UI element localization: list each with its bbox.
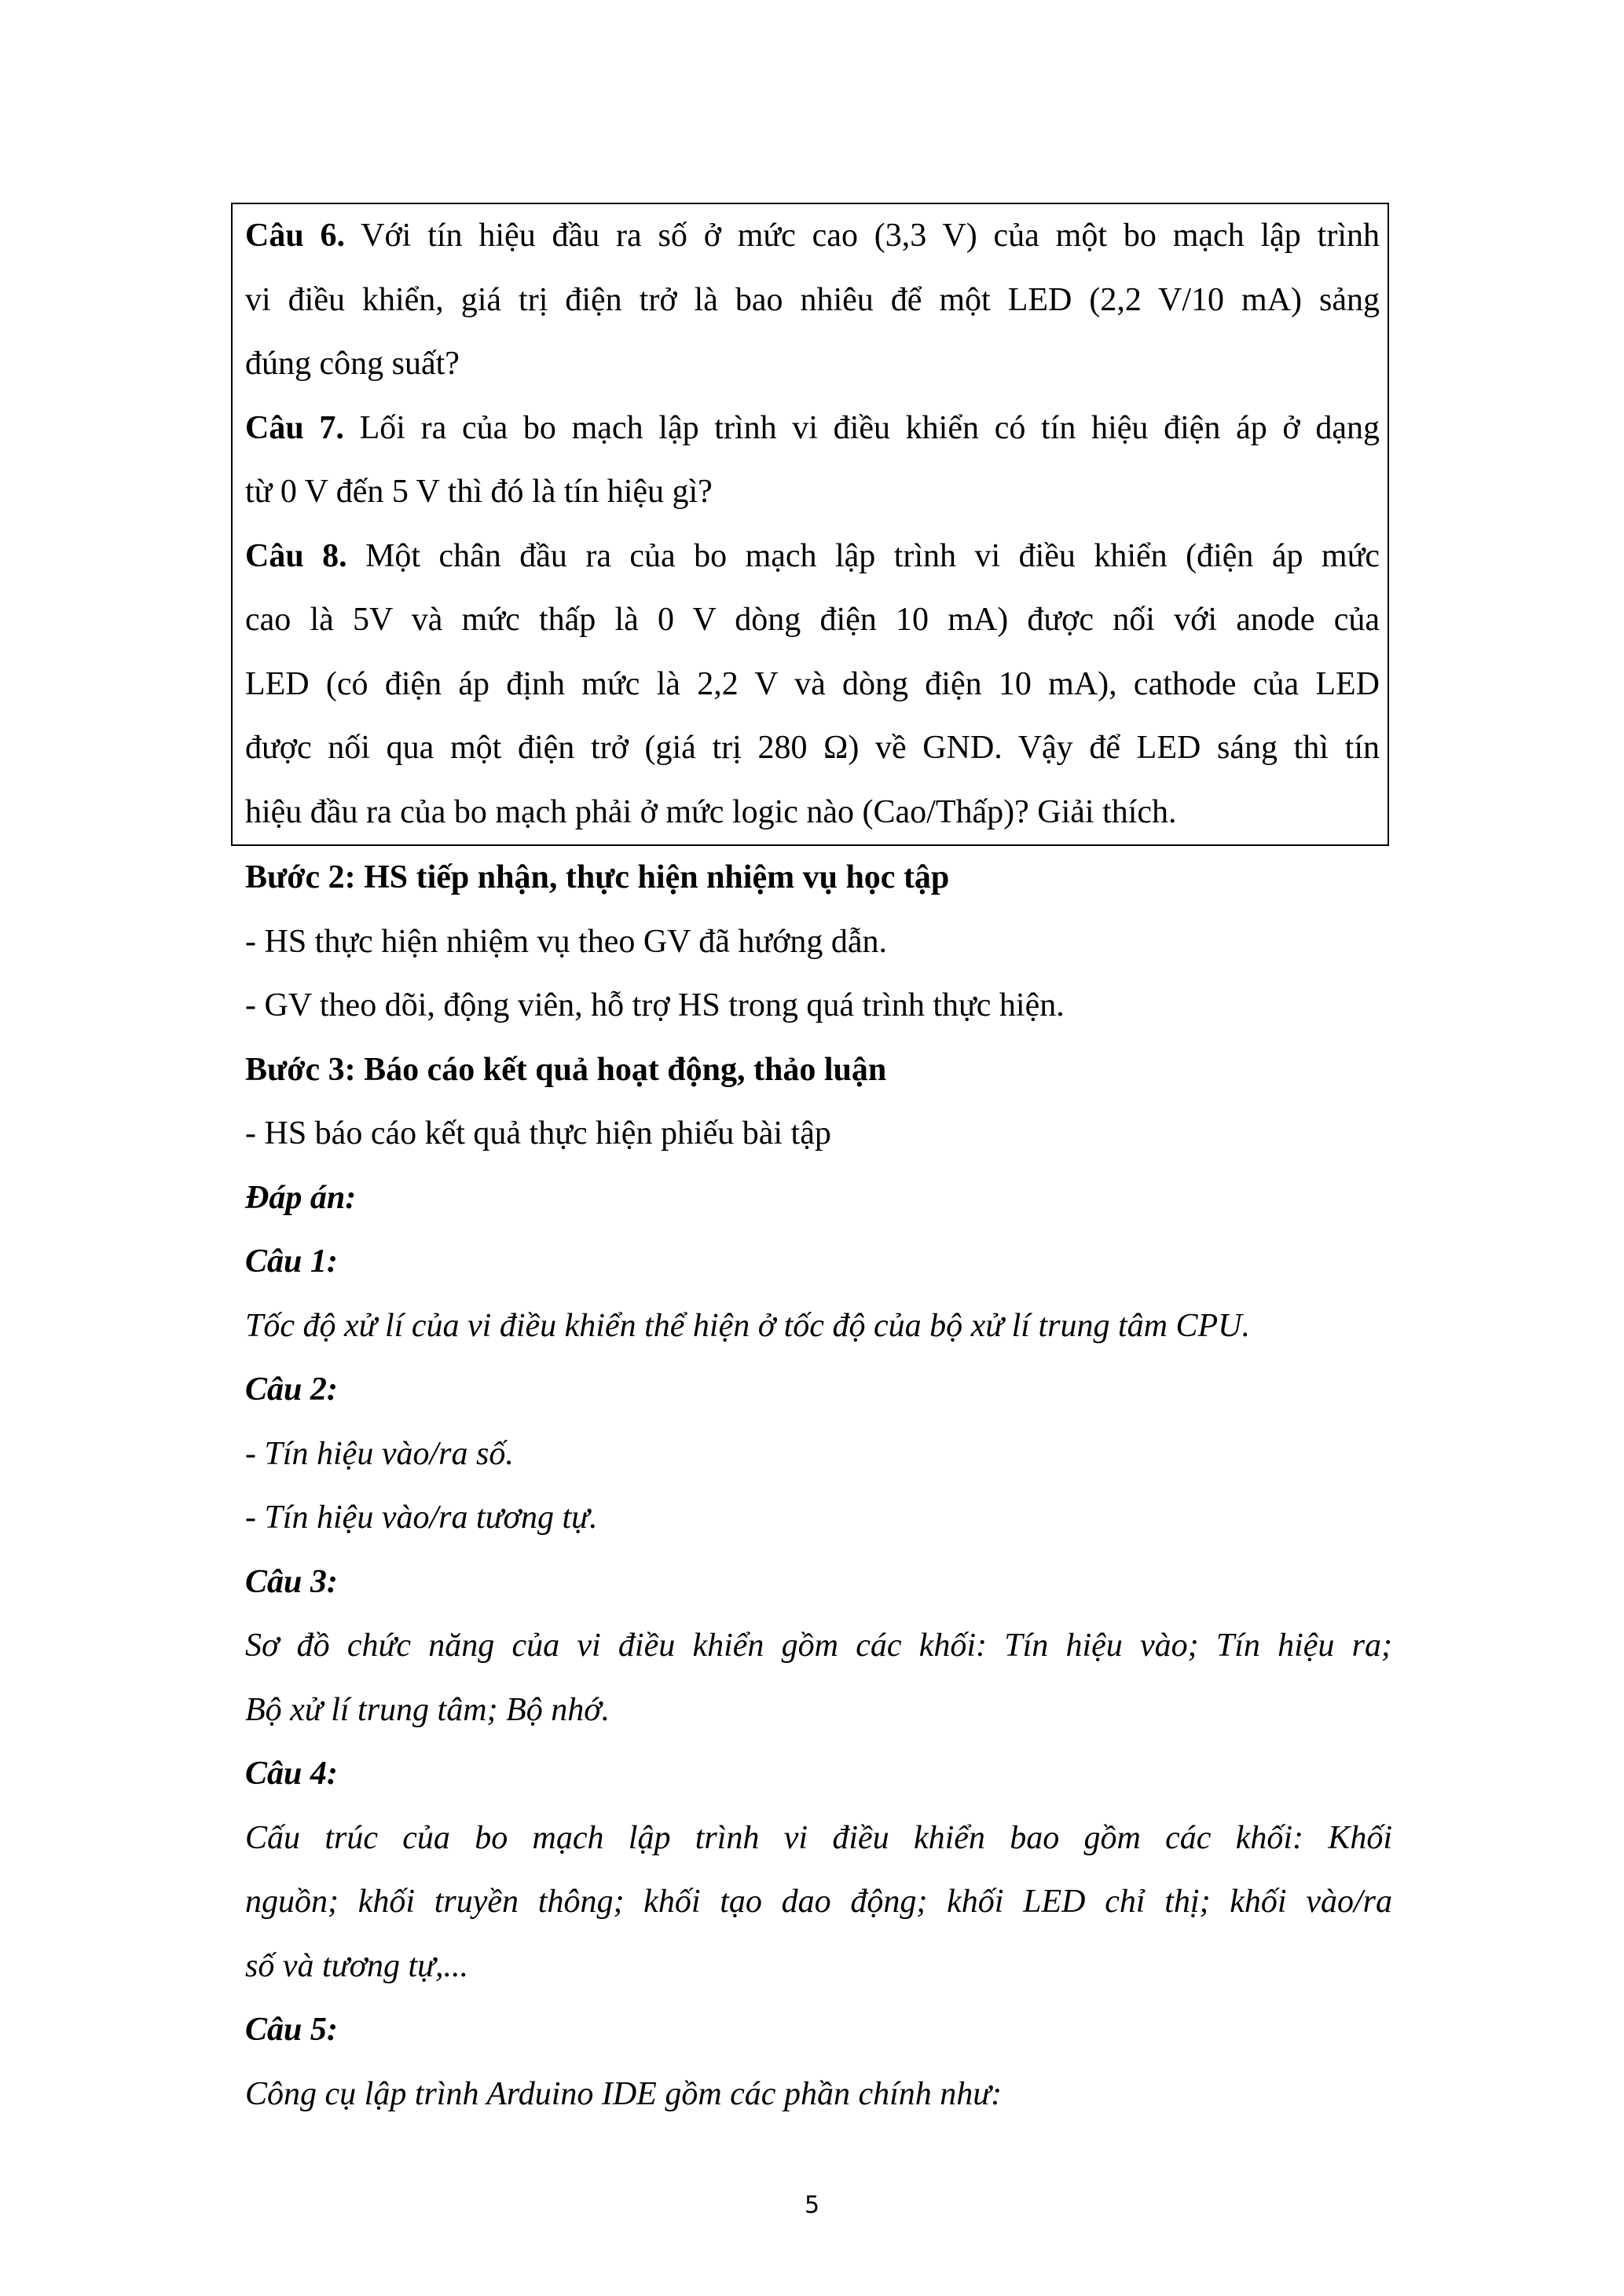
exercise-box	[231, 203, 1389, 846]
page-number: 5	[804, 2192, 820, 2219]
answers-heading: Đáp án:	[245, 1179, 357, 1216]
answer-1-label: Câu 1:	[245, 1243, 338, 1280]
step2-item-1: - HS thực hiện nhiệm vụ theo GV đã hướng dẫn.	[245, 923, 888, 960]
answer-4-label: Câu 4:	[245, 1756, 338, 1792]
q6-text-1: Với tín hiệu đầu ra số ở mức cao (3,3 V) của một bo mạch lập trình	[345, 218, 1380, 254]
step3-heading: Bước 3: Báo cáo kết quả hoạt động, thảo luận	[245, 1051, 887, 1088]
answer-2-label: Câu 2:	[245, 1371, 338, 1408]
page-content	[245, 203, 1392, 2126]
answer-1-line-1: Tốc độ xử lí của vi điều khiển thể hiện ở tốc độ của bộ xử lí trung tâm CPU.	[245, 1307, 1250, 1344]
q6-line-2: vi điều khiển, giá trị điện trở là bao nhiêu để một LED (2,2 V/10 mA) sảng	[245, 281, 1380, 318]
answer-3-line-2: Bộ xử lí trung tâm; Bộ nhớ.	[245, 1691, 610, 1728]
q7-label: Câu 7.	[245, 409, 344, 446]
q7-line-1	[245, 397, 1380, 461]
q8-label: Câu 8.	[245, 537, 347, 574]
answer-3-label: Câu 3:	[245, 1563, 338, 1600]
q7-line-2: từ 0 V đến 5 V thì đó là tín hiệu gì?	[245, 474, 713, 510]
q8-line-3: LED (có điện áp định mức là 2,2 V và dòng điện 10 mA), cathode của LED	[245, 665, 1380, 702]
q8-text-1: Một chân đầu ra của bo mạch lập trình vi điều khiển (điện áp mức	[346, 537, 1380, 574]
step2-item-2: - GV theo dõi, động viên, hỗ trợ HS trong quá trình thực hiện.	[245, 987, 1065, 1023]
answer-4-line-2: nguồn; khối truyền thông; khối tạo dao động; khối LED chỉ thị; khối vào/ra	[245, 1884, 1392, 1920]
q8-line-2: cao là 5V và mức thấp là 0 V dòng điện 10 mA) được nối với anode của	[245, 602, 1380, 638]
answer-5-label: Câu 5:	[245, 2012, 338, 2048]
q8-line-1	[245, 525, 1380, 589]
q7-text-1: Lối ra của bo mạch lập trình vi điều khiển có tín hiệu điện áp ở dạng	[343, 409, 1380, 446]
answer-4-line-3: số và tương tự,...	[245, 1947, 469, 1984]
answer-4-line-1: Cấu trúc của bo mạch lập trình vi điều khiển bao gồm các khối: Khối	[245, 1819, 1392, 1856]
step3-item-1: - HS báo cáo kết quả thực hiện phiếu bài tập	[245, 1115, 831, 1152]
step2-heading: Bước 2: HS tiếp nhận, thực hiện nhiệm vụ học tập	[245, 859, 950, 895]
answer-3-line-1: Sơ đồ chức năng của vi điều khiển gồm các khối: Tín hiệu vào; Tín hiệu ra;	[245, 1628, 1392, 1664]
q6-line-3: đúng công suất?	[245, 346, 460, 382]
q6-line-1	[245, 204, 1380, 269]
q8-line-4: được nối qua một điện trở (giá trị 280 Ω) về GND. Vậy để LED sáng thì tín	[245, 730, 1380, 766]
answer-2-line-1: - Tín hiệu vào/ra số.	[245, 1435, 514, 1472]
q8-line-5: hiệu đầu ra của bo mạch phải ở mức logic nào (Cao/Thấp)? Giải thích.	[245, 793, 1177, 830]
answer-2-line-2: - Tín hiệu vào/ra tương tự.	[245, 1500, 598, 1536]
answer-5-line-1: Công cụ lập trình Arduino IDE gồm các phần chính như:	[245, 2075, 1003, 2112]
q6-label: Câu 6.	[245, 218, 346, 254]
